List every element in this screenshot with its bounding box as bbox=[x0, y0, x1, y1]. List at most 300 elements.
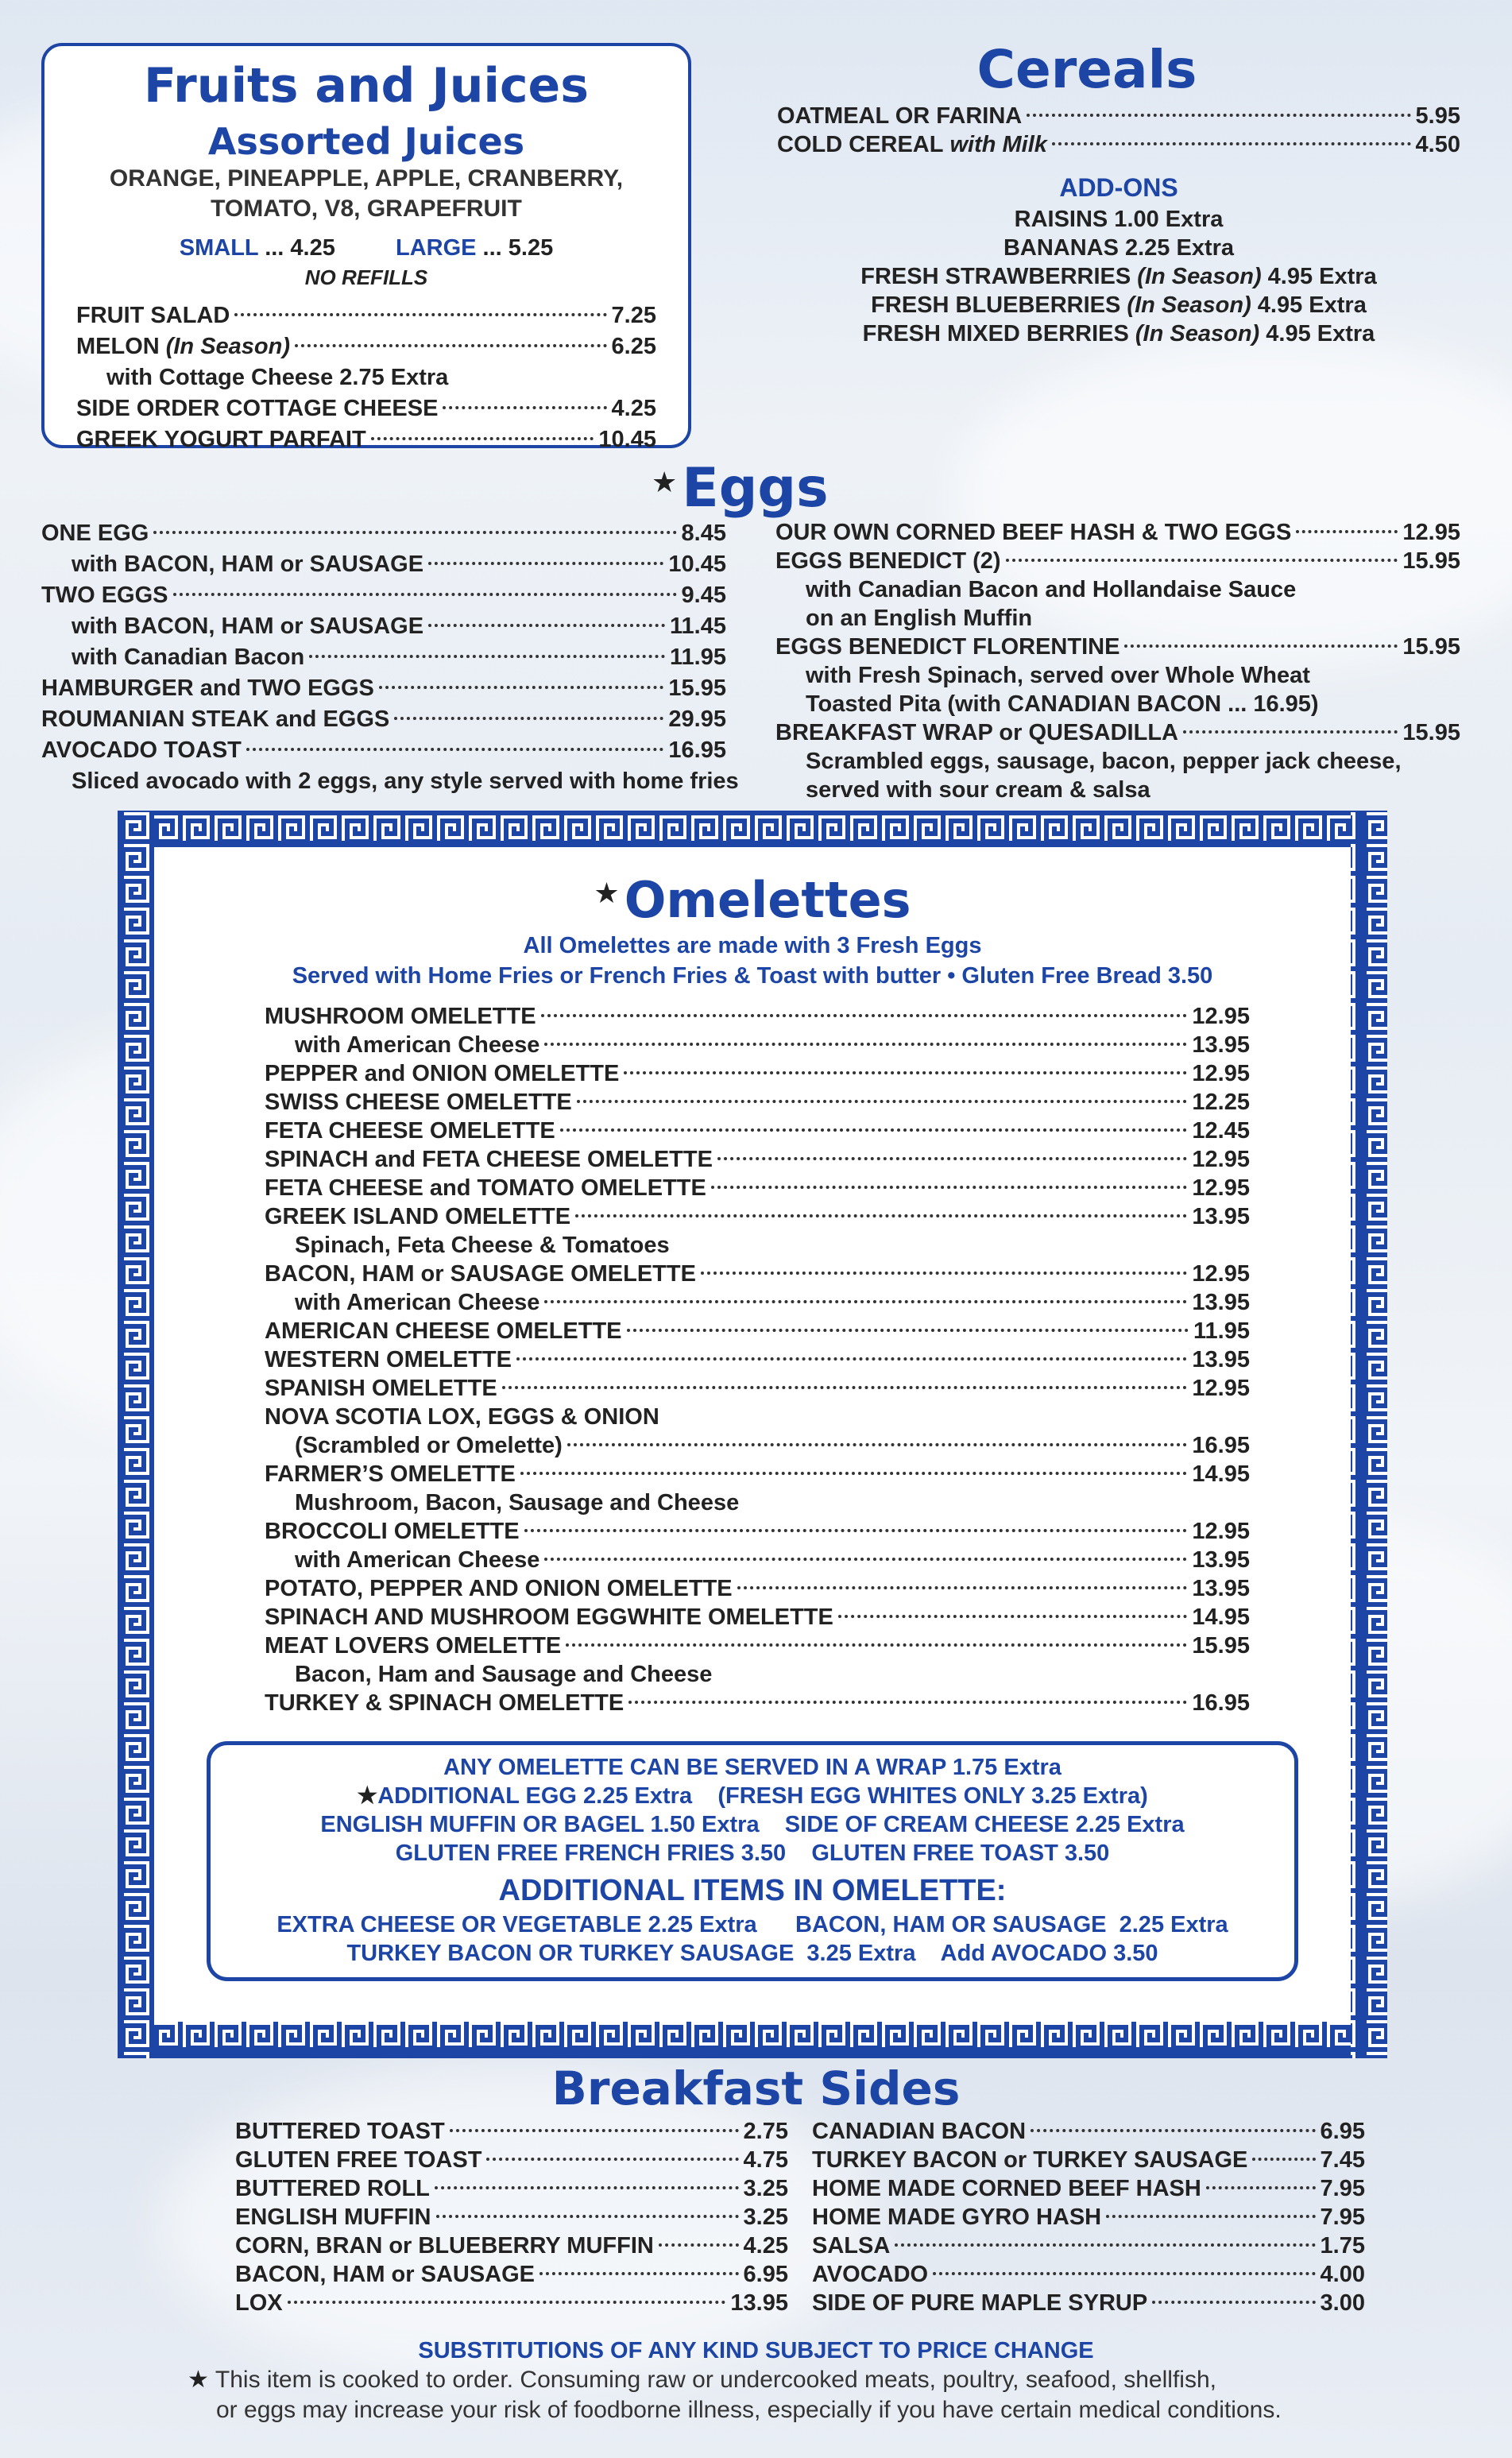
leader-dots bbox=[627, 1329, 1189, 1332]
menu-item-name: SPINACH and FETA CHEESE OMELETTE bbox=[265, 1147, 713, 1172]
juice-list-line: TOMATO, V8, GRAPEFRUIT bbox=[211, 195, 522, 222]
menu-item-name: ONE EGG bbox=[41, 521, 149, 546]
menu-item-price: 12.95 bbox=[1192, 1061, 1250, 1086]
addon-item bbox=[777, 262, 1460, 291]
menu-item-price: 7.25 bbox=[611, 303, 656, 328]
leader-dots bbox=[539, 2272, 739, 2275]
breakfast-sides-title: Breakfast Sides bbox=[551, 2061, 961, 2115]
leader-dots bbox=[1031, 2129, 1316, 2132]
leader-dots bbox=[566, 1643, 1187, 1647]
menu-item-name: AVOCADO TOAST bbox=[41, 737, 242, 763]
menu-item-name: SIDE OF PURE MAPLE SYRUP bbox=[812, 2290, 1148, 2316]
menu-item-name: with Canadian Bacon and Hollandaise Sauce bbox=[806, 577, 1297, 602]
leader-dots bbox=[1106, 2215, 1315, 2218]
side-item bbox=[235, 2289, 788, 2317]
side-item bbox=[812, 2174, 1365, 2203]
menu-item-name: NOVA SCOTIA LOX, EGGS & ONION bbox=[265, 1404, 659, 1430]
egg-item bbox=[41, 580, 726, 611]
side-item bbox=[812, 2117, 1365, 2146]
menu-item-price: 4.00 bbox=[1320, 2262, 1365, 2287]
menu-item-price: 12.95 bbox=[1402, 520, 1460, 545]
egg-item bbox=[41, 611, 726, 642]
menu-item-name: served with sour cream & salsa bbox=[806, 777, 1150, 803]
omelettes-note-eggs: All Omelettes are made with 3 Fresh Eggs bbox=[523, 933, 982, 958]
menu-item-name: with BACON, HAM or SAUSAGE bbox=[72, 552, 424, 577]
omelette-item bbox=[265, 1574, 1250, 1603]
egg-item bbox=[41, 673, 726, 704]
menu-item-price: 4.25 bbox=[743, 2233, 788, 2259]
side-item bbox=[235, 2174, 788, 2203]
menu-item-name: LOX bbox=[235, 2290, 283, 2316]
menu-item-name: Scrambled eggs, sausage, bacon, pepper jack cheese, bbox=[806, 749, 1402, 774]
menu-item-name: OUR OWN CORNED BEEF HASH & TWO EGGS bbox=[775, 520, 1292, 545]
egg-item bbox=[775, 575, 1460, 604]
leader-dots bbox=[895, 2243, 1315, 2247]
eggs-right-list bbox=[775, 518, 1460, 804]
menu-item-price: 12.95 bbox=[1192, 1261, 1250, 1287]
addon-price: 4.95 Extra bbox=[1259, 321, 1375, 346]
egg-item bbox=[41, 518, 726, 549]
leader-dots bbox=[575, 1214, 1187, 1217]
omelette-item bbox=[265, 1002, 1250, 1031]
leader-dots bbox=[428, 624, 665, 627]
menu-item-price: 11.95 bbox=[1193, 1318, 1250, 1344]
egg-item bbox=[775, 518, 1460, 547]
leader-dots bbox=[838, 1615, 1188, 1618]
omelette-item bbox=[265, 1345, 1250, 1374]
menu-item-price: 29.95 bbox=[668, 706, 726, 732]
side-item bbox=[235, 2260, 788, 2289]
addon-price: 4.95 Extra bbox=[1261, 264, 1377, 289]
extras-line: ANY OMELETTE CAN BE SERVED IN A WRAP 1.75 Extra bbox=[443, 1755, 1061, 1780]
no-refills-note: NO REFILLS bbox=[304, 265, 428, 289]
menu-item-price: 3.25 bbox=[743, 2204, 788, 2230]
menu-item-name: CANADIAN BACON bbox=[812, 2119, 1027, 2144]
leader-dots bbox=[659, 2243, 739, 2247]
leader-dots bbox=[379, 686, 664, 689]
menu-item-price: 15.95 bbox=[1192, 1633, 1250, 1659]
leader-dots bbox=[1183, 730, 1398, 734]
large-label: LARGE bbox=[395, 235, 477, 261]
menu-item-price: 3.25 bbox=[743, 2176, 788, 2201]
menu-item-price: 7.95 bbox=[1320, 2204, 1365, 2230]
leader-dots bbox=[153, 531, 676, 534]
omelette-item bbox=[265, 1145, 1250, 1174]
leader-dots bbox=[246, 748, 664, 751]
addon-name: FRESH BLUEBERRIES bbox=[871, 292, 1127, 318]
addon-price: 4.95 Extra bbox=[1251, 292, 1367, 318]
menu-item-name: with American Cheese bbox=[295, 1290, 540, 1315]
omelettes-note-sides: Served with Home Fries or French Fries & Toast with butter • Gluten Free Bread 3.50 bbox=[292, 963, 1213, 989]
menu-item-name: TURKEY & SPINACH OMELETTE bbox=[265, 1690, 625, 1716]
menu-item-name: BUTTERED TOAST bbox=[235, 2119, 445, 2144]
juice-list-line: ORANGE, PINEAPPLE, APPLE, CRANBERRY, bbox=[109, 165, 624, 192]
menu-item-price: 15.95 bbox=[1402, 634, 1460, 660]
menu-item-price: 1.75 bbox=[1320, 2233, 1365, 2259]
menu-item-price: 8.45 bbox=[681, 521, 726, 546]
menu-item-name: (Scrambled or Omelette) bbox=[295, 1433, 563, 1458]
menu-item-name: FETA CHEESE OMELETTE bbox=[265, 1118, 555, 1144]
menu-item-price: 13.95 bbox=[1192, 1204, 1250, 1229]
menu-item-name: MUSHROOM OMELETTE bbox=[265, 1004, 536, 1029]
leader-dots bbox=[486, 2158, 738, 2161]
leader-dots bbox=[577, 1100, 1188, 1103]
cereal-item bbox=[777, 130, 1460, 159]
menu-item-name: WESTERN OMELETTE bbox=[265, 1347, 512, 1372]
menu-item-name: ENGLISH MUFFIN bbox=[235, 2204, 431, 2230]
menu-item-price: 10.45 bbox=[598, 427, 656, 452]
omelettes-greek-key-frame bbox=[118, 811, 1387, 2058]
leader-dots bbox=[234, 313, 606, 316]
cereal-item bbox=[777, 102, 1460, 130]
menu-item-price: 15.95 bbox=[1402, 548, 1460, 574]
leader-dots bbox=[544, 1043, 1187, 1046]
additional-items-title: ADDITIONAL ITEMS IN OMELETTE: bbox=[498, 1874, 1007, 1907]
eggs-title-text: Eggs bbox=[682, 457, 829, 520]
menu-item-name: Mushroom, Bacon, Sausage and Cheese bbox=[295, 1490, 740, 1515]
egg-item bbox=[775, 661, 1460, 690]
side-item bbox=[235, 2146, 788, 2174]
menu-item-price: 13.95 bbox=[1192, 1290, 1250, 1315]
omelette-item bbox=[265, 1117, 1250, 1145]
leader-dots bbox=[394, 717, 663, 720]
menu-item-price: 13.95 bbox=[1192, 1032, 1250, 1058]
leader-dots bbox=[624, 1071, 1187, 1074]
addon-name: BANANAS 2.25 Extra bbox=[1003, 235, 1235, 261]
leader-dots bbox=[701, 1272, 1187, 1275]
egg-item bbox=[41, 642, 726, 673]
addons-title: ADD-ONS bbox=[1059, 173, 1178, 202]
extras-line: TURKEY BACON OR TURKEY SAUSAGE 3.25 Extra Add AVOCADO 3.50 bbox=[346, 1941, 1158, 1966]
menu-item-price: 13.95 bbox=[730, 2290, 788, 2316]
omelette-item bbox=[265, 1202, 1250, 1231]
leader-dots bbox=[717, 1157, 1187, 1160]
menu-item-price: 13.95 bbox=[1192, 1576, 1250, 1601]
leader-dots bbox=[436, 2215, 739, 2218]
juice-list bbox=[76, 164, 656, 224]
omelette-item bbox=[265, 1231, 1250, 1260]
menu-item-name: with American Cheese bbox=[295, 1547, 540, 1573]
menu-item-price: 14.95 bbox=[1192, 1461, 1250, 1487]
menu-item-note: with Milk bbox=[949, 132, 1047, 157]
leader-dots bbox=[1006, 559, 1398, 562]
menu-item-name: OATMEAL OR FARINA bbox=[777, 103, 1023, 129]
extras-line: ENGLISH MUFFIN OR BAGEL 1.50 Extra SIDE OF CREAM CHEESE 2.25 Extra bbox=[320, 1812, 1185, 1837]
leader-dots bbox=[502, 1386, 1188, 1389]
small-label: SMALL bbox=[179, 235, 259, 261]
egg-item bbox=[41, 766, 739, 797]
menu-item-name: SWISS CHEESE OMELETTE bbox=[265, 1090, 572, 1115]
leader-dots bbox=[560, 1128, 1188, 1132]
menu-item-name: EGGS BENEDICT FLORENTINE bbox=[775, 634, 1120, 660]
omelettes-title bbox=[157, 864, 1348, 931]
fruit-item bbox=[76, 331, 656, 362]
menu-item-price: 6.25 bbox=[611, 334, 656, 359]
menu-item-price: 13.95 bbox=[1192, 1347, 1250, 1372]
addon-season-note: (In Season) bbox=[1135, 321, 1260, 346]
side-item bbox=[812, 2146, 1365, 2174]
cooked-to-order-star-icon: ★ bbox=[188, 2367, 209, 2393]
extras-line-text: ADDITIONAL EGG 2.25 Extra (FRESH EGG WHITES ONLY 3.25 Extra) bbox=[377, 1783, 1148, 1809]
leader-dots bbox=[933, 2272, 1315, 2275]
fruit-item bbox=[76, 424, 656, 455]
menu-item-name: Toasted Pita (with CANADIAN BACON ... 16.95) bbox=[806, 691, 1319, 717]
menu-item-note: (In Season) bbox=[165, 334, 291, 359]
omelette-item bbox=[265, 1059, 1250, 1088]
warning-line: or eggs may increase your risk of foodborne illness, especially if you have certain medical conditions. bbox=[216, 2397, 1282, 2423]
side-item bbox=[235, 2117, 788, 2146]
egg-item bbox=[775, 633, 1460, 661]
menu-item-price: 12.25 bbox=[1192, 1090, 1250, 1115]
leader-dots bbox=[1296, 530, 1398, 533]
menu-item-price: 16.95 bbox=[668, 737, 726, 763]
menu-item-price: 12.95 bbox=[1192, 1519, 1250, 1544]
fruit-item bbox=[76, 362, 656, 393]
cereals-section bbox=[777, 38, 1460, 348]
menu-item-name: SPANISH OMELETTE bbox=[265, 1376, 497, 1401]
addon-item bbox=[777, 319, 1460, 348]
menu-item-name: GLUTEN FREE TOAST bbox=[235, 2147, 482, 2173]
menu-item-name: POTATO, PEPPER AND ONION OMELETTE bbox=[265, 1576, 733, 1601]
menu-item-name: Spinach, Feta Cheese & Tomatoes bbox=[295, 1233, 670, 1258]
leader-dots bbox=[1206, 2186, 1316, 2189]
leader-dots bbox=[1027, 114, 1410, 117]
menu-item-name: Sliced avocado with 2 eggs, any style served with home fries bbox=[72, 768, 739, 794]
fruits-and-juices-box bbox=[41, 43, 691, 452]
addon-item bbox=[777, 234, 1460, 262]
omelettes-panel bbox=[154, 847, 1351, 2022]
menu-item-name: HOME MADE CORNED BEEF HASH bbox=[812, 2176, 1201, 2201]
omelette-item bbox=[265, 1460, 1250, 1488]
large-price: ... 5.25 bbox=[482, 235, 554, 261]
menu-item-name: BREAKFAST WRAP or QUESADILLA bbox=[775, 720, 1178, 745]
menu-item-name: FRUIT SALAD bbox=[76, 303, 230, 328]
omelette-item bbox=[265, 1088, 1250, 1117]
leader-dots bbox=[1052, 142, 1411, 145]
menu-item-name: with Canadian Bacon bbox=[72, 644, 305, 670]
addon-season-note: (In Season) bbox=[1127, 292, 1251, 318]
menu-item-price: 12.45 bbox=[1192, 1118, 1250, 1144]
fruit-item bbox=[76, 300, 656, 331]
side-item bbox=[812, 2232, 1365, 2260]
menu-item-price: 12.95 bbox=[1192, 1147, 1250, 1172]
menu-item-price: 4.75 bbox=[743, 2147, 788, 2173]
omelette-item bbox=[265, 1546, 1250, 1574]
leader-dots bbox=[520, 1472, 1188, 1475]
eggs-title bbox=[652, 451, 829, 521]
leader-dots bbox=[428, 562, 663, 565]
menu-item-price: 11.95 bbox=[670, 644, 726, 670]
small-price: ... 4.25 bbox=[265, 235, 335, 261]
menu-item-price: 2.75 bbox=[743, 2119, 788, 2144]
leader-dots bbox=[541, 1014, 1188, 1017]
addon-name: RAISINS 1.00 Extra bbox=[1014, 207, 1224, 232]
foodborne-illness-warning bbox=[188, 2365, 1379, 2425]
menu-item-price: 7.95 bbox=[1320, 2176, 1365, 2201]
addon-item bbox=[777, 205, 1460, 234]
menu-item-price: 16.95 bbox=[1192, 1690, 1250, 1716]
extras-line: GLUTEN FREE FRENCH FRIES 3.50 GLUTEN FREE TOAST 3.50 bbox=[395, 1841, 1110, 1866]
menu-item-name: with Cottage Cheese 2.75 Extra bbox=[106, 365, 449, 390]
menu-item-name: MELON bbox=[76, 334, 160, 359]
omelette-item bbox=[265, 1517, 1250, 1546]
menu-item-name: ROUMANIAN STEAK and EGGS bbox=[41, 706, 390, 732]
addon-season-note: (In Season) bbox=[1137, 264, 1262, 289]
juice-sizes bbox=[76, 230, 656, 265]
menu-item-name: Bacon, Ham and Sausage and Cheese bbox=[295, 1662, 713, 1687]
menu-item-price: 3.00 bbox=[1320, 2290, 1365, 2316]
menu-item-name: HAMBURGER and TWO EGGS bbox=[41, 675, 374, 701]
omelette-item bbox=[265, 1031, 1250, 1059]
menu-item-price: 12.95 bbox=[1192, 1376, 1250, 1401]
cereal-items-list bbox=[777, 102, 1460, 159]
leader-dots bbox=[544, 1300, 1187, 1303]
sides-left-list bbox=[235, 2117, 788, 2317]
egg-item bbox=[775, 604, 1460, 633]
side-item bbox=[812, 2289, 1365, 2317]
warning-text: This item is cooked to order. Consuming raw or undercooked meats, poultry, seafood, shellfish, bbox=[215, 2367, 1216, 2393]
leader-dots bbox=[443, 406, 606, 409]
omelette-item bbox=[265, 1260, 1250, 1288]
menu-item-name: GREEK ISLAND OMELETTE bbox=[265, 1204, 571, 1229]
addon-name: FRESH MIXED BERRIES bbox=[862, 321, 1135, 346]
addon-name: FRESH STRAWBERRIES bbox=[860, 264, 1138, 289]
omelette-item bbox=[265, 1317, 1250, 1345]
leader-dots bbox=[288, 2301, 726, 2304]
leader-dots bbox=[1152, 2301, 1315, 2304]
omelettes-title-text: Omelettes bbox=[624, 871, 911, 929]
menu-item-name: TURKEY BACON or TURKEY SAUSAGE bbox=[812, 2147, 1248, 2173]
menu-item-price: 9.45 bbox=[681, 583, 726, 608]
menu-item-price: 4.50 bbox=[1415, 132, 1460, 157]
addon-item bbox=[777, 291, 1460, 319]
egg-item bbox=[775, 747, 1460, 776]
egg-item bbox=[775, 547, 1460, 575]
omelette-item bbox=[265, 1689, 1250, 1717]
menu-item-name: EGGS BENEDICT (2) bbox=[775, 548, 1001, 574]
omelette-item bbox=[265, 1632, 1250, 1660]
leader-dots bbox=[295, 344, 607, 347]
leader-dots bbox=[309, 655, 665, 658]
leader-dots bbox=[1124, 644, 1398, 648]
cooked-to-order-star-icon: ★ bbox=[357, 1783, 378, 1809]
leader-dots bbox=[450, 2129, 739, 2132]
menu-item-name: SPINACH AND MUSHROOM EGGWHITE OMELETTE bbox=[265, 1604, 833, 1630]
omelette-item bbox=[265, 1488, 1250, 1517]
omelette-item bbox=[265, 1431, 1250, 1460]
leader-dots bbox=[371, 437, 594, 440]
menu-item-name: with BACON, HAM or SAUSAGE bbox=[72, 614, 424, 639]
menu-item-name: BUTTERED ROLL bbox=[235, 2176, 430, 2201]
leader-dots bbox=[173, 593, 677, 596]
menu-item-name: CORN, BRAN or BLUEBERRY MUFFIN bbox=[235, 2233, 654, 2259]
menu-item-price: 7.45 bbox=[1320, 2147, 1365, 2173]
leader-dots bbox=[524, 1529, 1188, 1532]
juices-subtitle: Assorted Juices bbox=[207, 120, 525, 163]
menu-item-name: FARMER’S OMELETTE bbox=[265, 1461, 516, 1487]
menu-item-price: 12.95 bbox=[1192, 1175, 1250, 1201]
menu-item-name: SALSA bbox=[812, 2233, 891, 2259]
menu-item-name: BROCCOLI OMELETTE bbox=[265, 1519, 520, 1544]
menu-item-name: FETA CHEESE and TOMATO OMELETTE bbox=[265, 1175, 706, 1201]
menu-item-name: on an English Muffin bbox=[806, 606, 1033, 631]
menu-item-price: 6.95 bbox=[743, 2262, 788, 2287]
menu-item-name: BACON, HAM or SAUSAGE OMELETTE bbox=[265, 1261, 696, 1287]
cereals-title: Cereals bbox=[976, 39, 1197, 100]
menu-item-name: AVOCADO bbox=[812, 2262, 929, 2287]
leader-dots bbox=[1252, 2158, 1315, 2161]
warning-line bbox=[188, 2365, 1379, 2395]
menu-item-name: COLD CEREAL bbox=[777, 132, 944, 157]
omelettes-list bbox=[265, 1002, 1250, 1717]
menu-item-name: with American Cheese bbox=[295, 1032, 540, 1058]
menu-item-price: 10.45 bbox=[668, 552, 726, 577]
menu-item-price: 5.95 bbox=[1415, 103, 1460, 129]
side-item bbox=[235, 2232, 788, 2260]
fruit-items-list bbox=[76, 300, 656, 455]
menu-item-name: TWO EGGS bbox=[41, 583, 168, 608]
omelette-item bbox=[265, 1403, 1250, 1431]
menu-item-name: with Fresh Spinach, served over Whole Wheat bbox=[806, 663, 1310, 688]
menu-item-price: 6.95 bbox=[1320, 2119, 1365, 2144]
menu-item-price: 12.95 bbox=[1192, 1004, 1250, 1029]
egg-item bbox=[41, 549, 726, 580]
leader-dots bbox=[516, 1357, 1187, 1361]
omelette-item bbox=[265, 1174, 1250, 1202]
egg-item bbox=[775, 776, 1460, 804]
egg-item bbox=[775, 718, 1460, 747]
menu-item-name: BACON, HAM or SAUSAGE bbox=[235, 2262, 536, 2287]
omelette-item bbox=[265, 1374, 1250, 1403]
leader-dots bbox=[567, 1443, 1188, 1446]
menu-item-name: GREEK YOGURT PARFAIT bbox=[76, 427, 366, 452]
menu-item-price: 14.95 bbox=[1192, 1604, 1250, 1630]
side-item bbox=[812, 2203, 1365, 2232]
menu-item-price: 15.95 bbox=[668, 675, 726, 701]
menu-item-price: 4.25 bbox=[611, 396, 656, 421]
omelette-item bbox=[265, 1603, 1250, 1632]
egg-item bbox=[41, 735, 726, 766]
cooked-to-order-star-icon: ★ bbox=[652, 466, 678, 499]
sides-right-list bbox=[812, 2117, 1365, 2317]
substitutions-note: SUBSTITUTIONS OF ANY KIND SUBJECT TO PRICE CHANGE bbox=[418, 2338, 1094, 2363]
side-item bbox=[235, 2203, 788, 2232]
cooked-to-order-star-icon: ★ bbox=[594, 877, 620, 910]
eggs-left-list bbox=[41, 518, 739, 797]
menu-item-name: AMERICAN CHEESE OMELETTE bbox=[265, 1318, 622, 1344]
addons-list bbox=[777, 205, 1460, 348]
fruits-title: Fruits and Juices bbox=[144, 58, 589, 114]
fruit-item bbox=[76, 393, 656, 424]
omelette-item bbox=[265, 1288, 1250, 1317]
omelette-item bbox=[265, 1660, 1250, 1689]
omelette-extras-box bbox=[207, 1741, 1298, 1981]
menu-item-name: SIDE ORDER COTTAGE CHEESE bbox=[76, 396, 439, 421]
leader-dots bbox=[711, 1186, 1188, 1189]
menu-item-name: MEAT LOVERS OMELETTE bbox=[265, 1633, 562, 1659]
menu-item-price: 11.45 bbox=[670, 614, 726, 639]
leader-dots bbox=[544, 1558, 1187, 1561]
menu-item-price: 13.95 bbox=[1192, 1547, 1250, 1573]
menu-item-name: HOME MADE GYRO HASH bbox=[812, 2204, 1102, 2230]
leader-dots bbox=[435, 2186, 739, 2189]
menu-item-name: PEPPER and ONION OMELETTE bbox=[265, 1061, 620, 1086]
menu-item-price: 16.95 bbox=[1192, 1433, 1250, 1458]
egg-item bbox=[775, 690, 1460, 718]
extras-line bbox=[226, 1782, 1278, 1810]
extras-line: EXTRA CHEESE OR VEGETABLE 2.25 Extra BACON, HAM OR SAUSAGE 2.25 Extra bbox=[276, 1912, 1228, 1937]
menu-item-price: 15.95 bbox=[1402, 720, 1460, 745]
